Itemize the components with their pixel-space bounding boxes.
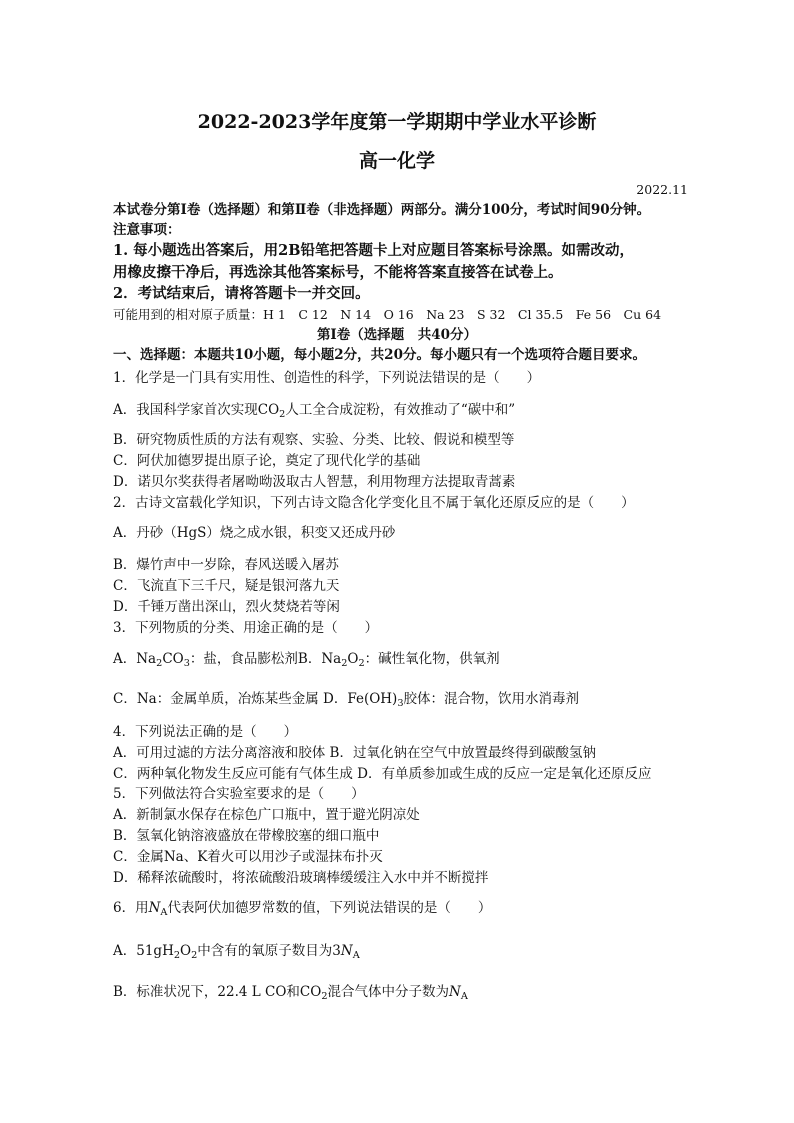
exam-date: 2022.11 xyxy=(636,182,688,197)
question-6-stem: 6．用$N_A$代表阿伏加德罗常数的值，下列说法错误的是（ ） xyxy=(113,900,492,918)
question-5-option-a: A．新制氯水保存在棕色广口瓶中，置于避光阴凉处 xyxy=(113,807,420,823)
note-2: 2．考试结束后，请将答题卡一并交回。 xyxy=(113,285,370,302)
question-3-stem: 3．下列物质的分类、用途正确的是（ ） xyxy=(113,620,379,636)
question-2-option-a: A．丹砂（HgS）烧之成水银，积变又还成丹砂 xyxy=(113,525,396,541)
question-2-option-d: D．千锤万凿出深山，烈火焚烧若等闲 xyxy=(113,599,340,615)
question-2-stem: 2．古诗文富载化学知识，下列古诗文隐含化学变化且不属于氧化还原反应的是（ ） xyxy=(113,495,635,511)
question-1-option-c: C．阿伏加德罗提出原子论，奠定了现代化学的基础 xyxy=(113,453,421,469)
question-3-option-ab xyxy=(113,650,500,670)
notes-heading: 注意事项： xyxy=(113,222,181,238)
note-1-line-1: 1. 每小题选出答案后，用2B铅笔把答题卡上对应题目答案标号涂黑。如需改动， xyxy=(113,242,635,259)
question-5-stem: 5．下列做法符合实验室要求的是（ ） xyxy=(113,786,365,802)
question-1-option-a: A．我国科学家首次实现$CO_2$人工全合成淀粉，有效推动了“碳中和” xyxy=(113,402,516,420)
question-3-option-cd xyxy=(113,690,579,710)
question-1-stem: 1．化学是一门具有实用性、创造性的科学，下列说法错误的是（ ） xyxy=(113,370,541,386)
question-6-option-b: B．标准状况下，22.4 L CO和$CO_2$混合气体中分子数为$N_A$ xyxy=(113,984,468,1002)
question-3-option-a: A．$Na_2CO_3$：盐，食品膨松剂 xyxy=(113,651,298,669)
page-title: 2022-2023学年度第一学期期中学业水平诊断 xyxy=(197,111,597,133)
atomic-masses: 可能用到的相对原子质量：H 1 C 12 N 14 O 16 Na 23 S 32 Cl 35.5 Fe 56 Cu 64 xyxy=(113,307,662,322)
question-3-option-c: C．Na：金属单质，冶炼某些金属 xyxy=(113,691,319,707)
part-1-heading: 第Ⅰ卷（选择题 共40分） xyxy=(316,327,478,343)
question-4-option-cd: C．两种氧化物发生反应可能有气体生成 D．有单质参加或生成的反应一定是氧化还原反应 xyxy=(113,766,652,782)
question-2-option-b: B．爆竹声中一岁除，春风送暖入屠苏 xyxy=(113,557,339,573)
section-1-heading: 一、选择题：本题共10小题，每小题2分，共20分。每小题只有一个选项符合题目要求。 xyxy=(113,347,646,363)
question-6-option-a: A．$51gH_2O_2$中含有的氧原子数目为$3N_A$ xyxy=(113,943,360,961)
note-1-line-2: 用橡皮擦干净后，再选涂其他答案标号，不能将答案直接答在试卷上。 xyxy=(113,264,563,281)
question-2-option-c: C．飞流直下三千尺，疑是银河落九天 xyxy=(113,578,340,594)
question-4-option-ab: A．可用过滤的方法分离溶液和胶体 B．过氧化钠在空气中放置最终得到碳酸氢钠 xyxy=(113,745,596,761)
question-5-option-b: B．氢氧化钠溶液盛放在带橡胶塞的细口瓶中 xyxy=(113,828,380,844)
question-5-option-d: D．稀释浓硫酸时，将浓硫酸沿玻璃棒缓缓注入水中并不断搅拌 xyxy=(113,870,489,886)
page-subtitle: 高一化学 xyxy=(358,150,435,172)
question-5-option-c: C．金属Na、K着火可以用沙子或湿抹布扑灭 xyxy=(113,849,383,865)
intro-text: 本试卷分第Ⅰ卷（选择题）和第Ⅱ卷（非选择题）两部分。满分100分，考试时间90分钟。 xyxy=(113,202,651,218)
question-3-option-b: B．$Na_2O_2$：碱性氧化物，供氧剂 xyxy=(297,651,500,669)
question-1-option-d: D．诺贝尔奖获得者屠呦呦汲取古人智慧，利用物理方法提取青蒿素 xyxy=(113,474,516,490)
question-3-option-d: D．$Fe(OH)_3$胶体：混合物，饮用水消毒剂 xyxy=(323,691,580,709)
question-1-option-b: B．研究物质性质的方法有观察、实验、分类、比较、假说和模型等 xyxy=(113,432,515,448)
question-4-stem: 4．下列说法正确的是（ ） xyxy=(113,724,298,740)
